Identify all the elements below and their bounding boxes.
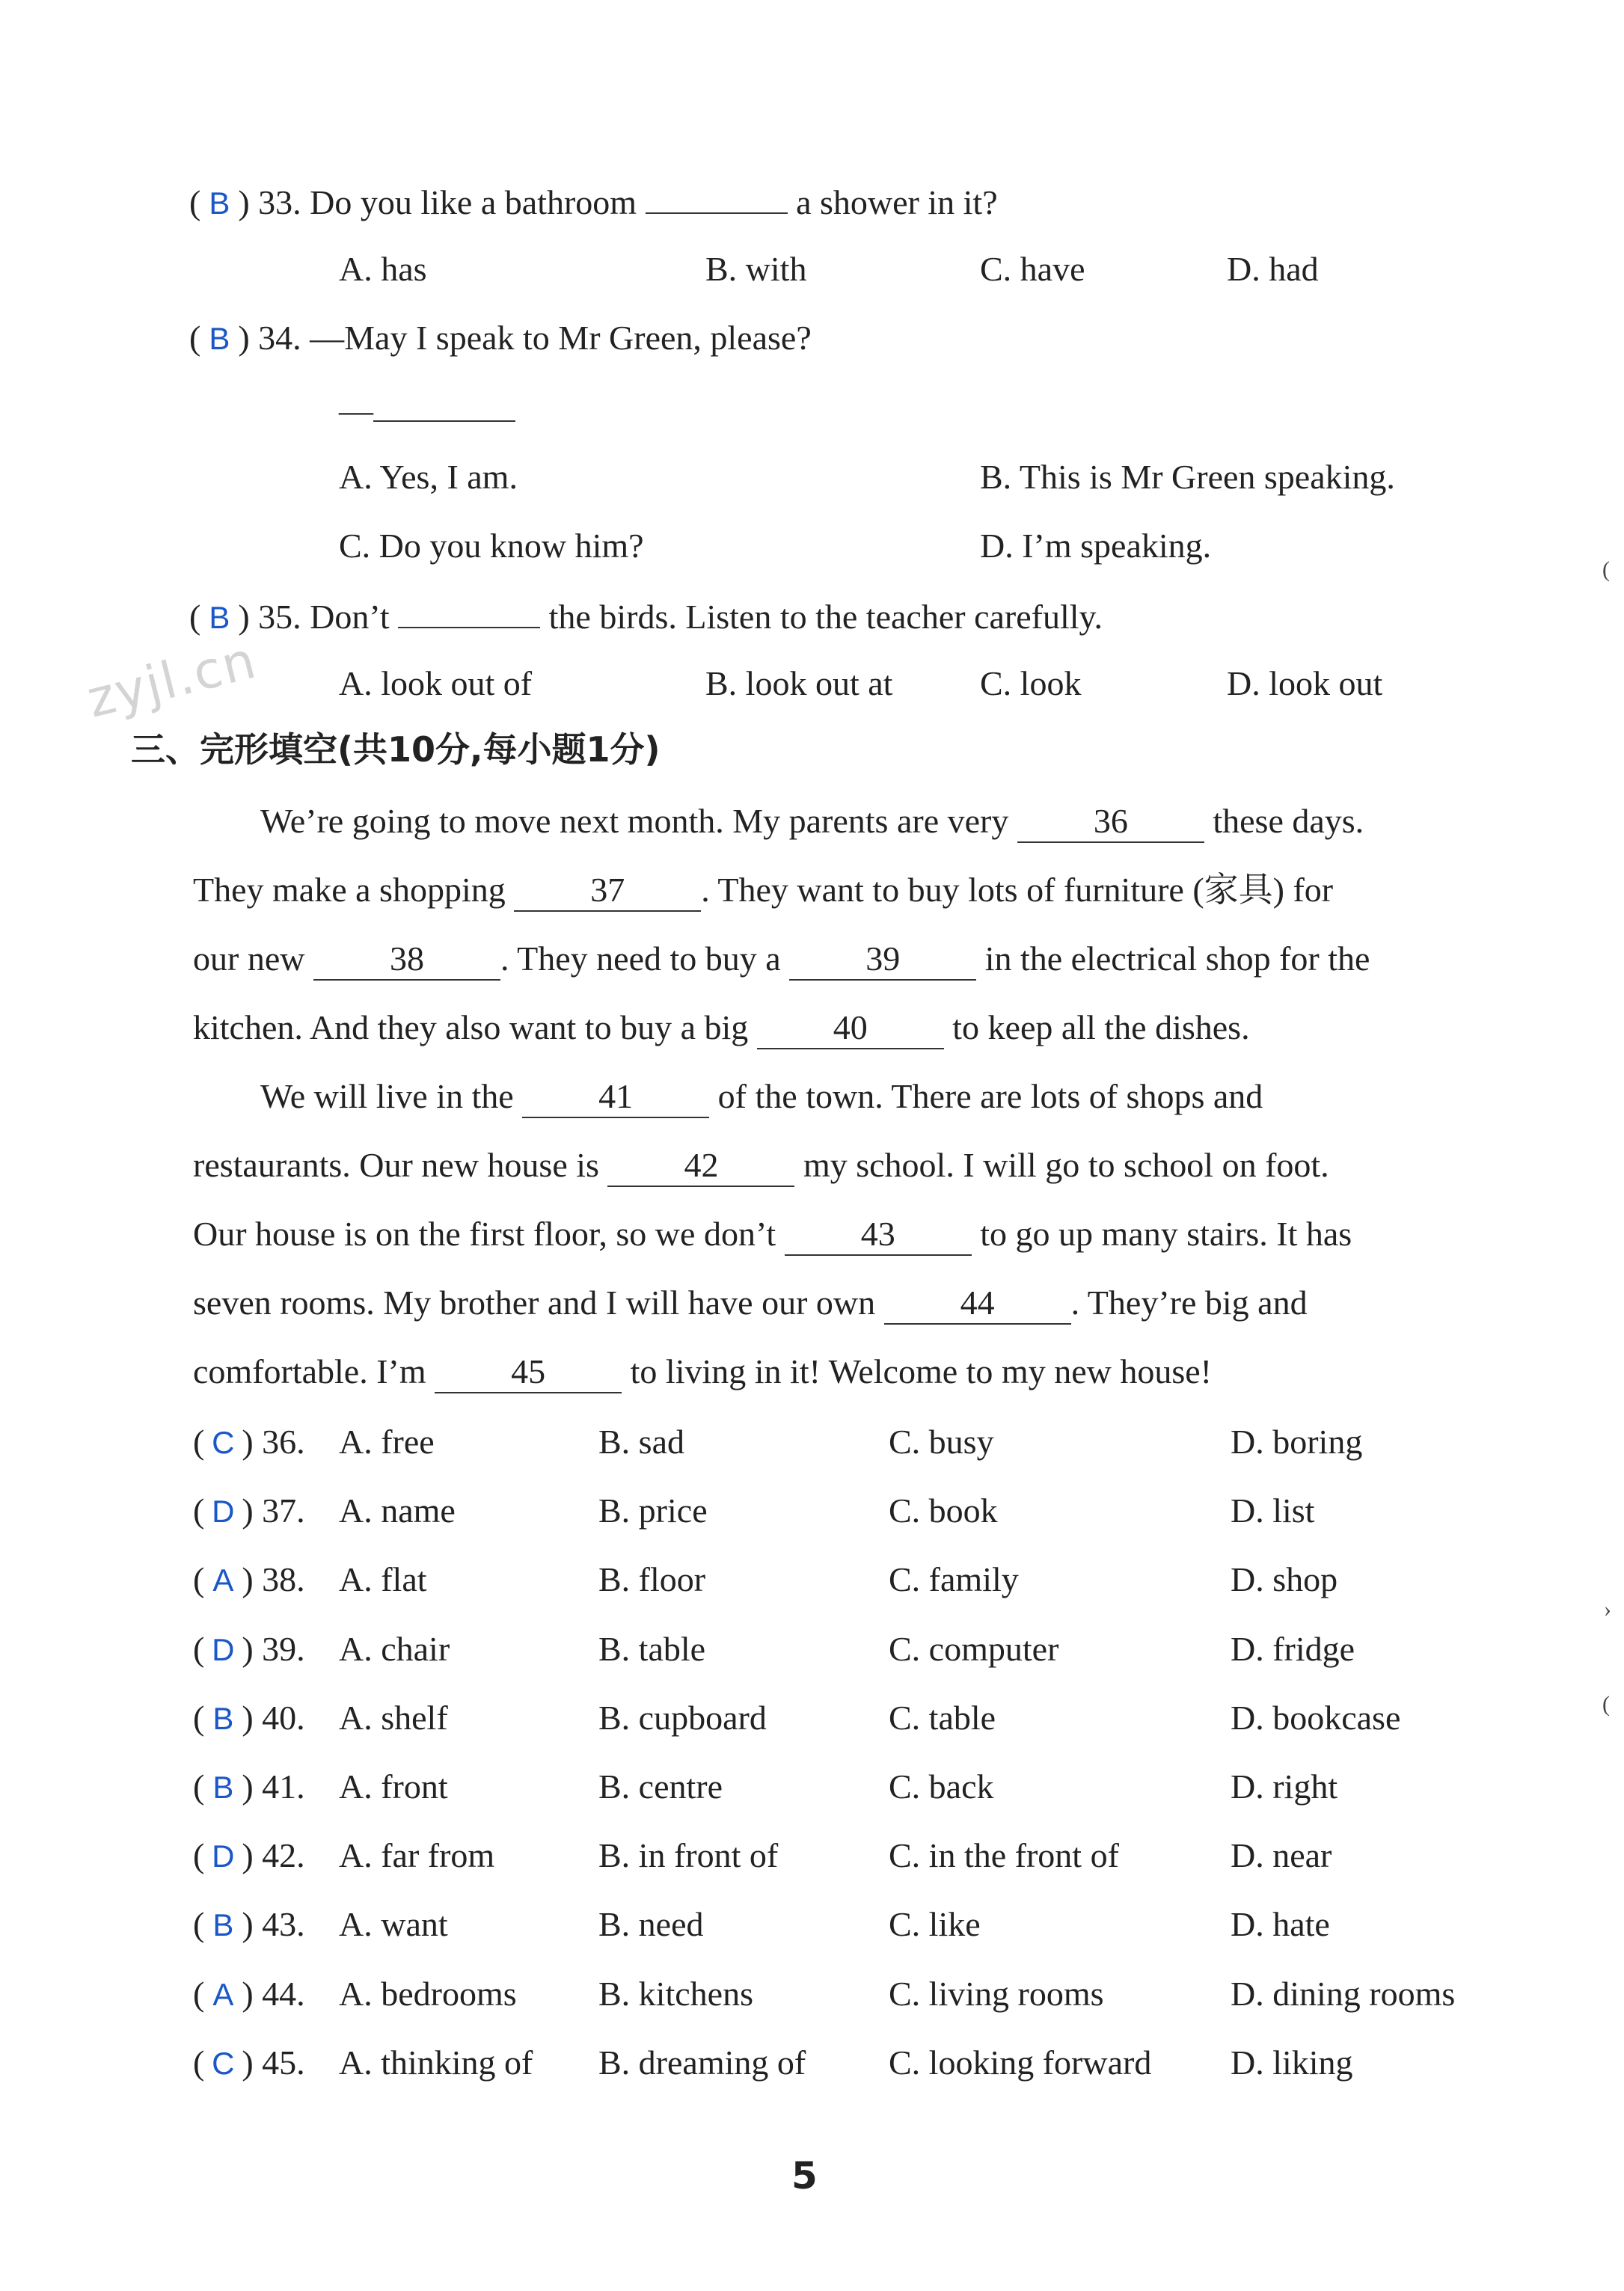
option-b: B. floor: [598, 1560, 706, 1598]
cloze-blank: 44: [884, 1283, 1071, 1325]
option-a: A. thinking of: [339, 2043, 533, 2082]
option-c: C. in the front of: [889, 1836, 1119, 1874]
option-d: D. had: [1227, 250, 1319, 288]
passage-line: [260, 1074, 1263, 1119]
passage-text: . They’re big and: [1070, 1283, 1308, 1322]
option-b: B. This is Mr Green speaking.: [980, 458, 1395, 496]
answer-mark: A: [212, 1562, 234, 1598]
option-c: C. back: [889, 1767, 994, 1806]
option-a: A. chair: [339, 1630, 450, 1668]
answer-mark: B: [209, 185, 230, 221]
passage-text: restaurants. Our new house is: [193, 1146, 599, 1184]
passage-text: to living in it! Welcome to my new house!: [630, 1352, 1212, 1390]
option-b: B. look out at: [705, 664, 893, 702]
passage-text: in the electrical shop for the: [984, 939, 1370, 978]
passage-line: [193, 1005, 1250, 1050]
option-c: C. looking forward: [889, 2043, 1152, 2082]
passage-text: kitchen. And they also want to buy a big: [193, 1008, 749, 1046]
cloze-question: ( C ) 45.: [193, 2040, 305, 2086]
option-d: D. hate: [1231, 1905, 1330, 1943]
passage-text: comfortable. I’m: [193, 1352, 426, 1390]
option-a: A. flat: [339, 1560, 427, 1598]
question-number: 37.: [262, 1491, 305, 1530]
cloze-blank: 37: [514, 870, 701, 912]
question-number: 43.: [262, 1905, 305, 1943]
passage-line: [193, 936, 1370, 981]
question-number: 36.: [262, 1423, 305, 1461]
question-number: 35.: [258, 598, 301, 636]
option-d: D. I’m speaking.: [980, 527, 1212, 565]
question-stem: a shower in it?: [796, 183, 998, 221]
passage-text: to go up many stairs. It has: [980, 1215, 1352, 1253]
passage-text: They make a shopping: [193, 871, 506, 909]
answer-mark: D: [212, 1838, 235, 1874]
passage-text: our new: [193, 939, 305, 978]
option-d: D. bookcase: [1231, 1699, 1401, 1737]
cloze-blank: 43: [785, 1214, 972, 1256]
option-b: B. dreaming of: [598, 2043, 806, 2082]
option-c: C. table: [889, 1699, 996, 1737]
question-number: 45.: [262, 2043, 305, 2082]
answer-mark: D: [212, 1494, 235, 1529]
option-b: B. in front of: [598, 1836, 779, 1874]
passage-text: Our house is on the first floor, so we don’t: [193, 1215, 776, 1253]
cloze-question: ( D ) 42.: [193, 1833, 305, 1879]
question-number: 41.: [262, 1767, 305, 1806]
passage-line: [193, 1281, 1308, 1325]
option-a: A. far from: [339, 1836, 495, 1874]
option-c: C. book: [889, 1491, 998, 1530]
option-d: D. fridge: [1231, 1630, 1355, 1668]
passage-line: [193, 1212, 1352, 1257]
question-stem: the birds. Listen to the teacher carefully.: [548, 598, 1103, 636]
option-c: C. busy: [889, 1423, 994, 1461]
option-b: B. centre: [598, 1767, 723, 1806]
cloze-question: ( C ) 36.: [193, 1420, 305, 1465]
option-c: C. like: [889, 1905, 981, 1943]
option-d: D. dining rooms: [1231, 1975, 1456, 2013]
option-c: C. look: [980, 664, 1082, 702]
passage-text: We will live in the: [260, 1077, 514, 1115]
answer-mark: B: [212, 1770, 234, 1805]
answer-mark: B: [212, 1907, 234, 1942]
option-c: C. living rooms: [889, 1975, 1104, 2013]
watermark: zyjl.cn: [81, 631, 263, 730]
question-number: 40.: [262, 1699, 305, 1737]
question-35: ( B ) 35. Don’t the birds. Listen to the teacher carefully.: [189, 592, 1103, 640]
option-b: B. sad: [598, 1423, 684, 1461]
answer-mark: B: [209, 321, 230, 356]
option-a: A. want: [339, 1905, 448, 1943]
cloze-question: ( D ) 39.: [193, 1627, 305, 1672]
edge-mark: (: [1602, 557, 1610, 582]
edge-mark: (: [1602, 1692, 1610, 1717]
answer-mark: C: [212, 2046, 235, 2081]
answer-blank: [646, 178, 788, 214]
passage-line: [193, 868, 1333, 913]
option-d: D. look out: [1227, 664, 1383, 702]
option-a: A. name: [339, 1491, 456, 1530]
cloze-question: ( D ) 37.: [193, 1488, 305, 1534]
question-stem: Do you like a bathroom: [310, 183, 637, 221]
option-b: B. price: [598, 1491, 708, 1530]
cloze-question: ( B ) 40.: [193, 1696, 305, 1741]
question-number: 44.: [262, 1975, 305, 2013]
answer-blank: [398, 592, 540, 628]
reply-line: [339, 386, 515, 433]
page-number: 5: [791, 2154, 818, 2198]
option-a: A. Yes, I am.: [339, 458, 518, 496]
passage-text: seven rooms. My brother and I will have our own: [193, 1283, 876, 1322]
option-b: B. with: [705, 250, 807, 288]
option-b: B. cupboard: [598, 1699, 767, 1737]
option-d: D. shop: [1231, 1560, 1338, 1598]
cloze-question: ( A ) 44.: [193, 1972, 305, 2017]
passage-line: [193, 1143, 1329, 1188]
question-number: 42.: [262, 1836, 305, 1874]
passage-text: . They need to buy a: [500, 939, 781, 978]
cloze-blank: 38: [313, 939, 500, 981]
question-34: ( B ) 34. —May I speak to Mr Green, please?: [189, 316, 812, 361]
cloze-blank: 41: [522, 1076, 709, 1118]
question-number: 33.: [258, 183, 301, 221]
option-a: A. shelf: [339, 1699, 448, 1737]
question-33: ( B ) 33. Do you like a bathroom a shower in it?: [189, 178, 998, 226]
option-a: A. bedrooms: [339, 1975, 517, 2013]
passage-text: We’re going to move next month. My parents are very: [260, 802, 1009, 840]
option-d: D. list: [1231, 1491, 1315, 1530]
passage-text: these days.: [1213, 802, 1364, 840]
cloze-question: ( A ) 38.: [193, 1557, 305, 1603]
answer-mark: B: [212, 1701, 234, 1736]
passage-text: to keep all the dishes.: [952, 1008, 1250, 1046]
cloze-question: ( B ) 41.: [193, 1764, 305, 1810]
section-title: 三、完形填空(共10分,每小题1分): [131, 729, 661, 770]
question-number: 38.: [262, 1560, 305, 1598]
edge-mark: ›: [1604, 1597, 1611, 1622]
answer-blank: [373, 386, 515, 422]
option-c: C. family: [889, 1560, 1019, 1598]
cloze-blank: 45: [435, 1352, 622, 1393]
option-d: D. right: [1231, 1767, 1338, 1806]
answer-mark: B: [209, 600, 230, 635]
cloze-blank: 40: [757, 1008, 944, 1049]
passage-line: [260, 799, 1364, 844]
answer-mark: C: [212, 1425, 235, 1460]
option-b: B. need: [598, 1905, 704, 1943]
question-stem: Don’t: [310, 598, 390, 636]
option-b: B. table: [598, 1630, 706, 1668]
option-a: A. free: [339, 1423, 435, 1461]
cloze-blank: 36: [1017, 801, 1204, 843]
option-c: C. have: [980, 250, 1085, 288]
option-c: C. Do you know him?: [339, 527, 644, 565]
cloze-blank: 42: [607, 1145, 794, 1187]
cloze-question: ( B ) 43.: [193, 1902, 305, 1948]
passage-text: of the town. There are lots of shops and: [717, 1077, 1263, 1115]
option-b: B. kitchens: [598, 1975, 753, 2013]
passage-text: my school. I will go to school on foot.: [803, 1146, 1329, 1184]
option-d: D. boring: [1231, 1423, 1363, 1461]
reply-dash: —: [339, 391, 373, 429]
answer-mark: D: [212, 1632, 235, 1667]
option-a: A. front: [339, 1767, 448, 1806]
passage-line: [193, 1349, 1212, 1394]
question-number: 34.: [258, 319, 301, 357]
answer-mark: A: [212, 1977, 234, 2012]
option-a: A. has: [339, 250, 427, 288]
question-number: 39.: [262, 1630, 305, 1668]
question-stem: —May I speak to Mr Green, please?: [310, 319, 812, 357]
cloze-blank: 39: [789, 939, 976, 981]
passage-text: . They want to buy lots of furniture (家具) for: [701, 871, 1334, 909]
option-c: C. computer: [889, 1630, 1059, 1668]
option-d: D. liking: [1231, 2043, 1353, 2082]
option-d: D. near: [1231, 1836, 1332, 1874]
option-a: A. look out of: [339, 664, 533, 702]
